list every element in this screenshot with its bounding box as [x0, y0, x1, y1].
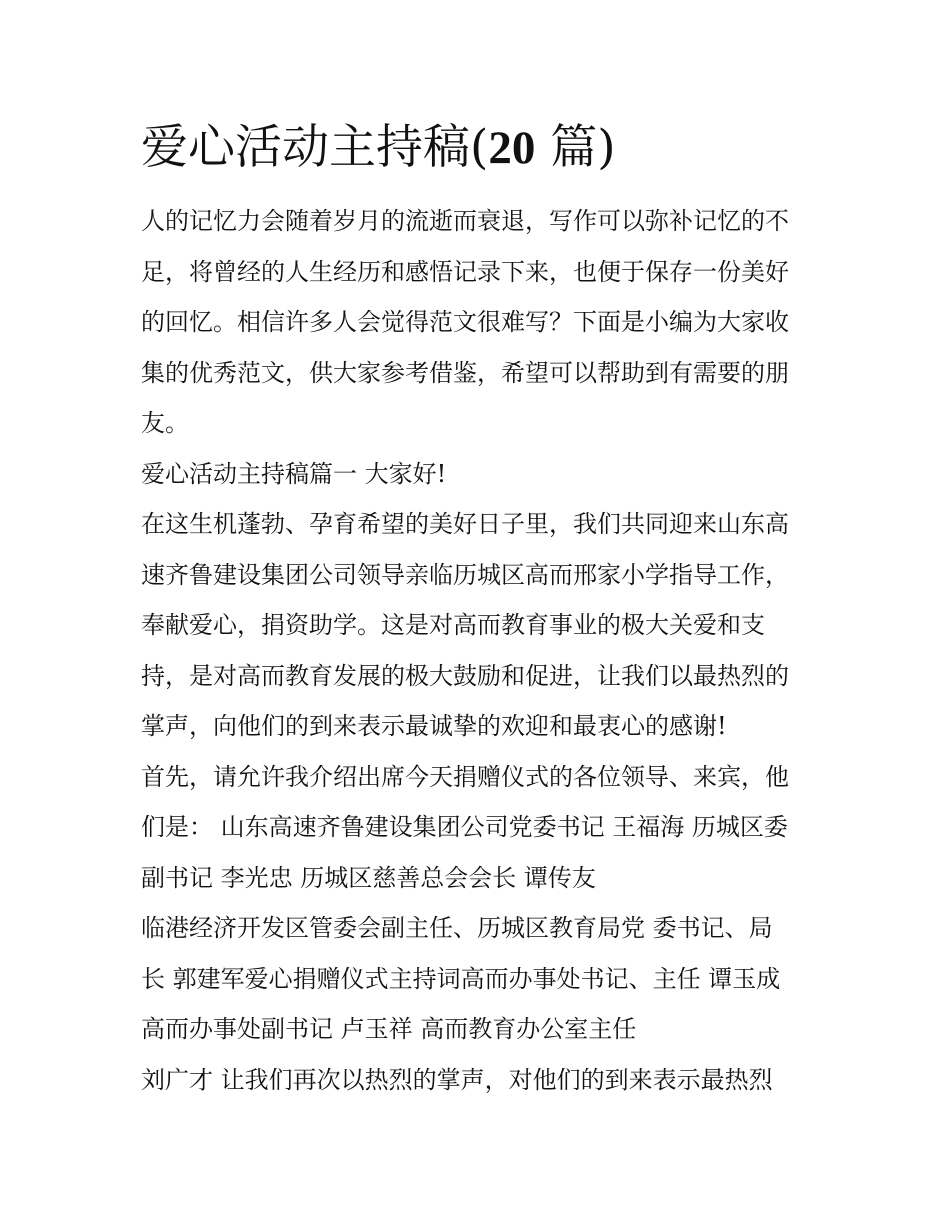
body-line: 们是： 山东高速齐鲁建设集团公司党委书记 王福海 历城区委 — [141, 813, 788, 841]
body-line: 刘广才 让我们再次以热烈的掌声，对他们的到来表示最热烈 — [141, 1065, 773, 1094]
body-line: 人的记忆力会随着岁月的流逝而衰退，写作可以弥补记忆的不 — [141, 207, 789, 235]
body-line: 高而办事处副书记 卢玉祥 高而教育办公室主任 — [141, 1015, 637, 1043]
body-line: 速齐鲁建设集团公司领导亲临历城区高而邢家小学指导工作， — [141, 560, 789, 589]
body-line: 的回忆。相信许多人会觉得范文很难写？下面是小编为大家收 — [141, 308, 789, 336]
title-text: 爱心活动主持稿( — [141, 120, 489, 175]
document-body — [141, 196, 813, 1105]
body-line: 在这生机蓬勃、孕育希望的美好日子里，我们共同迎来山东高 — [141, 510, 789, 538]
section-heading: 爱心活动主持稿篇一 大家好! — [141, 459, 447, 488]
body-line: 副书记 李光忠 历城区慈善总会会长 谭传友 — [141, 863, 596, 892]
document-title — [141, 118, 821, 178]
body-line: 掌声，向他们的到来表示最诚挚的欢迎和最衷心的感谢! — [141, 712, 727, 740]
body-line: 集的优秀范文，供大家参考借鉴，希望可以帮助到有需要的朋 — [141, 358, 789, 387]
body-line: 长 郭建军爱心捐赠仪式主持词高而办事处书记、主任 谭玉成 — [141, 964, 781, 993]
body-line: 友。 — [141, 409, 189, 437]
title-number: 20 — [488, 122, 536, 174]
body-line: 奉献爱心，捐资助学。这是对高而教育事业的极大关爱和支 — [141, 611, 765, 639]
body-line: 足，将曾经的人生经历和感悟记录下来，也便于保存一份美好 — [141, 257, 789, 286]
body-line: 临港经济开发区管委会副主任、历城区教育局党 委书记、局 — [141, 914, 773, 942]
title-suffix: 篇) — [535, 120, 616, 175]
body-line: 首先，请允许我介绍出席今天捐赠仪式的各位领导、来宾，他 — [141, 762, 789, 791]
body-line: 持，是对高而教育发展的极大鼓励和促进，让我们以最热烈的 — [141, 661, 789, 690]
